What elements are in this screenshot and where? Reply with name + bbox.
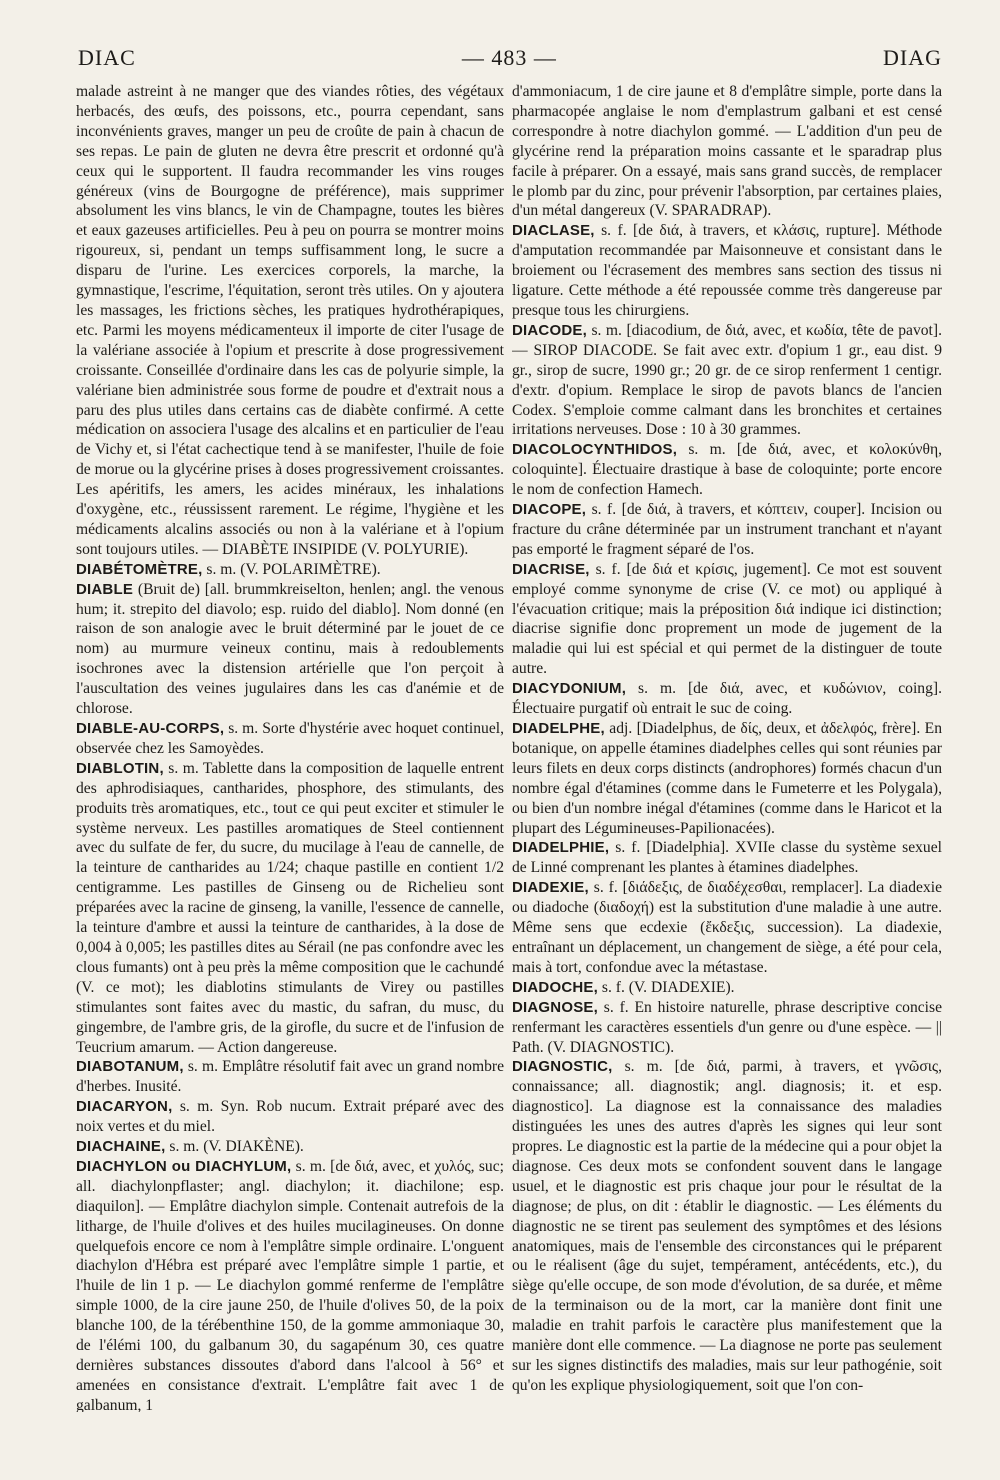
dictionary-entry	[76, 1157, 504, 1412]
left-column	[76, 82, 504, 1412]
entry-headword: DIADOCHE,	[512, 978, 598, 996]
entry-headword: DIACOLOCYNTHIDOS,	[512, 441, 678, 459]
dictionary-entry	[512, 560, 942, 679]
entry-headword: DIABLOTIN,	[76, 759, 164, 777]
dictionary-entry	[512, 878, 942, 978]
dictionary-entry	[512, 500, 942, 560]
entry-text: s. m. [de διά, parmi, à travers, et γνῶσις, connaissance; all. diagnostik; angl. diagnosis; it. et esp. diagnostico]. La diagnose est la connaissance des maladies distinguées les unes des autres d'après les signes qui leur sont propres. Le diagnostic est la partie de la médecine qui a pour objet la diagnose. Ces deux mots se confondent souvent dans le langage usuel, et le diagnostic est pris chaque jour pour le résultat de la diagnose; de plus, on dit : établir le diagnostic. — Les éléments du diagnostic ne se tirent pas seulement des symptômes et des lésions anatomiques, mais de l'ensemble des circonstances qui le préparent ou le réalisent (âge du sujet, tempérament, antécédents, etc.), du siège qu'elle occupe, de son mode d'évolution, de sa durée, et même de la terminaison ou de la mort, car la manière dont finit une maladie en trahit parfois le caractère plus manifestement que la manière dont elle commence. — La diagnose ne porte pas seulement sur les signes distinctifs des maladies, mais sur leur pathogénie, soit qu'on les explique physiologiquement, soit que l'on con-	[512, 1058, 942, 1394]
dictionary-entry	[76, 759, 504, 1058]
entry-text: s. f. [de διά et κρίσις, jugement]. Ce mot est souvent employé comme synonyme de crise (V. ce mot) ou appliqué à l'évacuation critique; mais la préposition διά indique ici distinction; diacrise signifie donc proprement un mode de jugement de la maladie qui lui est spécial et qui permet de la distinguer de toute autre.	[512, 560, 942, 678]
entry-continuation: d'ammoniacum, 1 de cire jaune et 8 d'emplâtre simple, porte dans la pharmacopée anglaise le nom d'emplastrum galbani et est censé correspondre à notre diachylon gommé. — L'addition d'un peu de glycérine rend la préparation moins cassante et le sparadrap plus facile à préparer. On a essayé, mais sans grand succès, de remplacer le plomb par du zinc, pour prévenir l'absorption, par certaines plaies, d'un métal dangereux (V. SPARADRAP).	[512, 83, 942, 220]
entry-text: adj. [Diadelphus, de δίς, deux, et ἀδελφός, frère]. En botanique, on appelle étamines diadelphes celles qui sont réunies par leurs filets en deux corps distincts (androphores) formés chacun d'un nombre égal d'étamines (comme dans le Fumeterre et les Polygala), ou bien d'un nombre inégal d'étamines (comme dans le Haricot et la plupart des Légumineuses-Papilionacées).	[512, 720, 942, 837]
entry-text: s. m. Sorte d'hystérie avec hoquet continuel, observée chez les Samoyèdes.	[76, 720, 504, 757]
entry-headword: DIABOTANUM,	[76, 1058, 184, 1076]
header-right-guide-word: DIAG	[883, 45, 942, 70]
entry-headword: DIACARYON,	[76, 1098, 173, 1116]
entry-text: s. m. [de διά, avec, et κολοκύνθη, coloquinte]. Électuaire drastique à base de coloquinte; porte encore le nom de confection Hamech.	[512, 441, 942, 499]
entry-continuation: malade astreint à ne manger que des viandes rôties, des végétaux herbacés, des œufs, des poissons, etc., pourra cependant, sans inconvénients graves, manger un peu de croûte de pain à chacun de ses repas. Le pain de gluten ne devra être prescrit et ordonné qu'à ceux qui le supportent. Il faudra recommander les vins rouges généreux (vins de Bourgogne de préférence), mais supprimer absolument les vins blancs, le vin de Champagne, toutes les bières et eaux gazeuses artificielles. Peu à peu on pourra se montrer moins rigoureux, si, pendant un temps suffisamment long, le sucre a disparu de l'urine. Les exercices corporels, la marche, la gymnastique, l'escrime, l'équitation, seront très utiles. On y ajoutera les massages, les frictions sèches, les pratiques hydrothérapiques, etc. Parmi les moyens médicamenteux il importe de citer l'usage de la valériane associée à l'opium et prescrite à dose progressivement croissante. Conseillée d'ordinaire dans les cas de polyurie simple, la valériane bien administrée sous forme de poudre et d'extrait nous a paru des plus utiles dans certains cas de diabète confirmé. A cette médication on associera l'usage des alcalins et en particulier de l'eau de Vichy et, si l'état cachectique tend à se manifester, l'huile de foie de morue ou la glycérine prises à doses progressivement croissantes. Les apéritifs, les amers, les acides minéraux, les inhalations d'oxygène, etc., réussissent rarement. Le régime, l'hygiène et les médicaments alcalins associés ou non à la valériane et à l'opium sont toujours utiles. — DIABÈTE INSIPIDE (V. POLYURIE).	[76, 83, 504, 558]
entry-headword: DIACHAINE,	[76, 1138, 166, 1156]
entry-text: s. m. [de διά, avec, et χυλός, suc; all. diachylonpflaster; angl. diachylon; it. diachilone; esp. diaquilon]. — Emplâtre diachylon simple. Contenait autrefois de la litharge, de l'huile d'olives et des huiles mucilagineuses. On donne quelquefois encore ce nom à l'emplâtre simple ordinaire. L'onguent diachylon d'Hébra est préparé avec l'emplâtre simple 1 partie, et l'huile de lin 1 p. — Le diachylon gommé renferme de l'emplâtre simple 1000, de la cire jaune 250, de l'huile d'olives 50, de la poix blanche 100, de la térébenthine 150, de la gomme ammoniaque 30, de l'élémi 100, du galbanum 30, du sagapénum 30, ces quatre dernières substances dissoutes d'abord dans l'alcool à 56° et amenées en consistance d'extrait. L'emplâtre fait avec 1 de galbanum, 1	[76, 1157, 504, 1412]
entry-headword: DIACYDONIUM,	[512, 680, 627, 698]
dictionary-entry	[512, 838, 942, 878]
entry-text: (Bruit de) [all. brummkreiselton, henlen; angl. the venous hum; it. strepito del diavolo; esp. ruido del diablo]. Nom donné (en raison de son analogie avec le bruit déterminé par le jouet de ce nom) au murmure veineux continu, mais à redoublements isochrones avec la distension artérielle que l'on perçoit à l'auscultation des veines jugulaires dans les cas d'anémie et de chlorose.	[76, 580, 504, 718]
entry-text: s. f. En histoire naturelle, phrase descriptive concise renfermant les caractères essentiels d'un genre ou d'une espèce. — || Path. (V. DIAGNOSTIC).	[512, 998, 942, 1056]
dictionary-entry	[76, 1137, 504, 1157]
entry-text: s. m. Tablette dans la composition de laquelle entrent des aphrodisiaques, cantharides, phosphore, des stimulants, des produits très aromatiques, etc., tout ce qui peut exciter et stimuler le système nerveux. Les pastilles aromatiques de Steel contiennent avec du sulfate de fer, du sucre, du mucilage à l'eau de cannelle, de la teinture de cantharides au 1/24; chaque pastille en contient 1/2 centigramme. Les pastilles de Ginseng ou de Richelieu sont préparées avec la racine de ginseng, la vanille, l'essence de cannelle, la teinture d'ambre et aussi la teinture de cantharides, à la dose de 0,004 à 0,005; les pastilles dites au Sérail (ne pas confondre avec les clous fumants) ont à peu près la même composition que le cachundé (V. ce mot); les diablotins stimulants de Virey ou pastilles stimulantes sont faites avec du mastic, du safran, du musc, du gingembre, de l'ambre gris, de la girofle, du sucre et de l'infusion de Teucrium amarum. — Action dangereuse.	[76, 759, 504, 1056]
entry-text: s. m. (V. POLARIMÈTRE).	[202, 560, 381, 578]
entry-headword: DIADELPHE,	[512, 720, 605, 737]
entry-headword: DIABLE	[76, 580, 134, 598]
dictionary-entry	[512, 978, 942, 998]
dictionary-entry	[512, 679, 942, 719]
entry-headword: DIAGNOSE,	[512, 998, 598, 1016]
dictionary-entry	[76, 1097, 504, 1137]
entry-headword: DIABÉTOMÈTRE,	[76, 560, 203, 578]
dictionary-entry	[512, 719, 942, 838]
entry-headword: DIABLE-AU-CORPS,	[76, 720, 225, 737]
header-left-guide-word: DIAC	[78, 45, 136, 70]
entry-headword: DIACHYLON ou DIACHYLUM,	[76, 1157, 292, 1175]
entry-text: s. m. Emplâtre résolutif fait avec un grand nombre d'herbes. Inusité.	[76, 1058, 504, 1096]
dictionary-entry	[512, 321, 942, 440]
entry-headword: DIACOPE,	[512, 501, 587, 519]
entry-text: s. m. [diacodium, de διά, avec, et κωδία, tête de pavot]. — SIROP DIACODE. Se fait avec extr. d'opium 1 gr., eau dist. 9 gr., sirop de sucre, 1990 gr.; 20 gr. de ce sirop renferment 1 centigr. d'extr. d'opium. Remplace le sirop de pavots blancs de l'ancien Codex. S'emploie comme calmant dans les bronchites et certaines irritations nerveuses. Dose : 10 à 30 grammes.	[512, 321, 942, 439]
dictionary-entry	[76, 580, 504, 719]
entry-text: s. m. [de διά, avec, et κυδώνιον, coing]. Électuaire purgatif où entrait le suc de coing.	[512, 680, 942, 718]
entry-text: s. f. [de διά, à travers, et κλάσις, rupture]. Méthode d'amputation recommandée par Maisonneuve et consistant dans le broiement ou l'écrasement des membres sans section des tissus ni ligature. Cette méthode a été repoussée comme très dangereuse par presque tous les chirurgiens.	[512, 222, 942, 319]
entry-headword: DIACLASE,	[512, 222, 595, 240]
dictionary-entry	[512, 221, 942, 321]
entry-text: s. f. (V. DIADEXIE).	[597, 978, 735, 996]
dictionary-entry	[76, 719, 504, 759]
dictionary-entry	[512, 998, 942, 1058]
entry-headword: DIADEXIE,	[512, 879, 589, 897]
entry-text: s. f. [Diadelphia]. XVIIe classe du système sexuel de Linné comprenant les plantes à étamines diadelphes.	[512, 839, 942, 877]
entry-headword: DIACODE,	[512, 321, 587, 339]
dictionary-entry	[512, 1057, 942, 1395]
dictionary-entry	[512, 440, 942, 500]
entry-text: s. f. [διάδεξις, de διαδέχεσθαι, remplacer]. La diadexie ou diadoche (διαδοχή) est la substitution d'une maladie à une autre. Même sens que ecdexie (ἔκδεξις, succession). La diadexie, entraînant un déplacement, un changement de siège, a été pour cela, mais à tort, confondue avec la métastase.	[512, 879, 942, 976]
dictionary-entry	[76, 1057, 504, 1097]
entry-headword: DIACRISE,	[512, 560, 590, 578]
entry-headword: DIADELPHIE,	[512, 839, 610, 857]
entry-headword: DIAGNOSTIC,	[512, 1058, 613, 1076]
entry-text: s. m. (V. DIAKÈNE).	[165, 1138, 304, 1156]
entry-text: s. m. Syn. Rob nucum. Extrait préparé avec des noix vertes et du miel.	[76, 1098, 504, 1136]
right-column	[512, 82, 942, 1412]
page-number: — 483 —	[461, 45, 557, 70]
entry-text: s. f. [de διά, à travers, et κόπτειν, couper]. Incision ou fracture du crâne déterminée par un instrument tranchant et n'ayant pas emporté le fragment séparé de l'os.	[512, 501, 942, 558]
page-header	[78, 40, 942, 76]
dictionary-entry	[76, 560, 504, 580]
